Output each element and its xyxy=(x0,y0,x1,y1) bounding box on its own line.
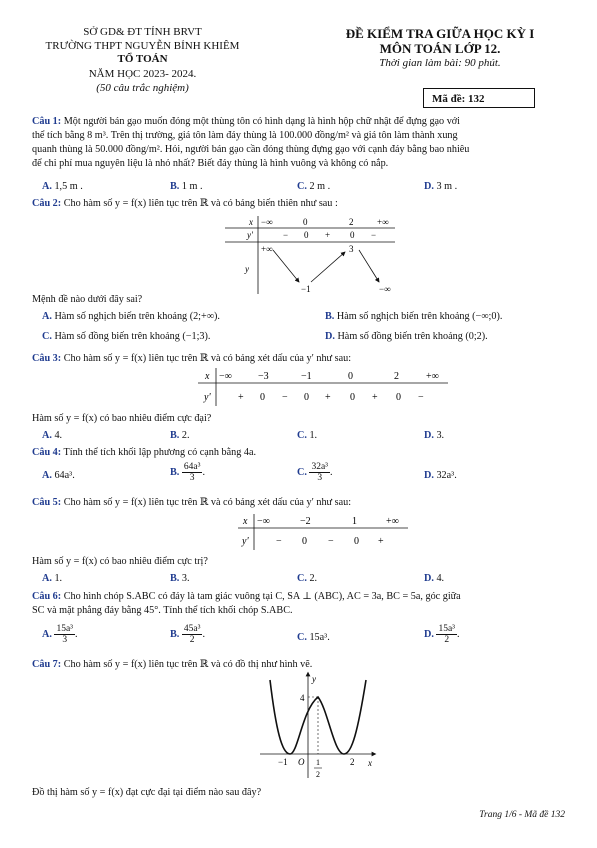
svg-text:2: 2 xyxy=(350,757,355,767)
exam-code-box: Mã đề: 132 xyxy=(423,88,535,108)
group-name: TỔ TOÁN xyxy=(117,53,168,65)
q2-x-posinf: +∞ xyxy=(377,217,389,227)
q4-option-d[interactable]: D. 32a³. xyxy=(424,470,457,481)
q6-option-b[interactable]: B. $\frac{\text{45a³}}{2}$ . xyxy=(170,624,206,645)
svg-text:1: 1 xyxy=(316,758,320,767)
question-3 xyxy=(32,352,572,366)
q1-label: Câu 1: xyxy=(32,116,62,127)
q2-y-top-left: +∞ xyxy=(261,244,273,254)
svg-text:x: x xyxy=(368,758,372,768)
svg-text:1: 1 xyxy=(352,516,357,527)
q4-option-c[interactable]: C. $\frac{\text{32a³}}{3}$ . xyxy=(297,462,333,483)
time-limit: Thời gian làm bài: 90 phút. xyxy=(379,57,501,69)
svg-text:+∞: +∞ xyxy=(386,516,399,527)
q2-y-bot-mid: −1 xyxy=(301,284,311,294)
page-footer: Trang 1/6 - Mã đề 132 xyxy=(479,810,565,820)
q2-option-c[interactable]: C. Hàm số đồng biến trên khoảng (−1;3). xyxy=(42,331,211,342)
dept-name: SỞ GD& ĐT TỈNH BRVT xyxy=(83,26,202,38)
q2-yp-4: 0 xyxy=(350,230,355,240)
svg-text:+: + xyxy=(238,392,244,403)
svg-text:4: 4 xyxy=(300,693,305,703)
svg-text:−: − xyxy=(276,536,282,547)
q3-option-d[interactable]: D. 3. xyxy=(424,430,445,441)
q1-text-4: để chi phí mua nguyên liệu là nhỏ nhất? Biết đáy thùng là hình vuông và không có nắp. xyxy=(32,158,389,169)
q6-option-c[interactable]: C. 15a³. xyxy=(297,632,330,643)
q2-y-top-mid: 3 xyxy=(349,244,354,254)
svg-text:2: 2 xyxy=(394,371,399,382)
q2-option-d[interactable]: D. Hàm số đồng biến trên khoảng (0;2). xyxy=(325,331,488,342)
q2-x-2: 2 xyxy=(349,217,354,227)
q5-option-c[interactable]: C. 2. xyxy=(297,573,318,584)
svg-text:−3: −3 xyxy=(258,371,269,382)
q2-x-0: 0 xyxy=(303,217,308,227)
q1-option-b[interactable]: B. 1 m . xyxy=(170,181,203,192)
q2-yp-3: + xyxy=(325,230,331,240)
q6-option-d[interactable]: D. $\frac{\text{15a³}}{2}$ . xyxy=(424,624,460,645)
q2-yp-2: 0 xyxy=(304,230,309,240)
q7-question: Đồ thị hàm số y = f(x) đạt cực đại tại điểm nào sau đây? xyxy=(32,787,262,798)
svg-text:0: 0 xyxy=(304,392,309,403)
svg-text:y': y' xyxy=(242,536,249,547)
svg-text:0: 0 xyxy=(354,536,359,547)
svg-text:−1: −1 xyxy=(301,371,312,382)
q3-sign-table xyxy=(198,366,448,408)
q2-question: Mệnh đề nào dưới đây sai? xyxy=(32,294,143,305)
svg-text:+∞: +∞ xyxy=(426,371,439,382)
q6-option-a[interactable]: A. $\frac{\text{15a³}}{3}$ . xyxy=(42,624,78,645)
question-2 xyxy=(32,197,572,211)
q2-option-b[interactable]: B. Hàm số nghịch biến trên khoảng (−∞;0). xyxy=(325,311,503,322)
svg-text:0: 0 xyxy=(396,392,401,403)
svg-text:−1: −1 xyxy=(278,757,288,767)
svg-text:x: x xyxy=(205,371,210,382)
q6-text-2: SC và mặt phẳng đáy bằng 45°. Tính thể tích khối chóp S.ABC. xyxy=(32,605,293,616)
svg-text:−: − xyxy=(282,392,288,403)
q7-label: Câu 7: xyxy=(32,659,62,670)
q2-text: Cho hàm số y = f(x) liên tục trên ℝ và có bảng biến thiên như sau : xyxy=(61,198,338,209)
subject-title: MÔN TOÁN LỚP 12. xyxy=(379,41,501,56)
svg-text:O: O xyxy=(298,757,305,767)
q1-text-2: thể tích bằng 8 m³. Trên thị trường, giá tôn làm đáy thùng là 100.000 đồng/m² và giá tôn làm thành xung xyxy=(32,130,458,141)
question-5 xyxy=(32,496,572,510)
q4-option-a[interactable]: A. 64a³. xyxy=(42,470,75,481)
question-1 xyxy=(32,115,572,171)
q3-option-a[interactable]: A. 4. xyxy=(42,430,63,441)
exam-title: ĐỀ KIỂM TRA GIỮA HỌC KỲ I xyxy=(345,26,535,41)
svg-text:0: 0 xyxy=(260,392,265,403)
q2-x-neginf: −∞ xyxy=(261,217,273,227)
question-4 xyxy=(32,446,572,460)
q2-yp-label: y' xyxy=(247,230,253,240)
question-6 xyxy=(32,590,577,618)
q7-text: Cho hàm số y = f(x) liên tục trên ℝ và có đồ thị như hình vẽ. xyxy=(61,659,313,670)
svg-text:−∞: −∞ xyxy=(257,516,270,527)
q5-option-d[interactable]: D. 4. xyxy=(424,573,445,584)
q6-label: Câu 6: xyxy=(32,591,62,602)
q7-graph xyxy=(258,670,378,782)
q3-text: Cho hàm số y = f(x) liên tục trên ℝ và có bảng xét dấu của y′ như sau: xyxy=(61,353,352,364)
question-count: (50 câu trắc nghiệm) xyxy=(96,82,189,94)
q3-label: Câu 3: xyxy=(32,353,62,364)
q1-text-1: Một người bán gạo muốn đóng một thùng tôn có hình dạng là hình hộp chữ nhật để đựng gạo với xyxy=(61,116,461,127)
svg-text:−∞: −∞ xyxy=(219,371,232,382)
q1-option-a[interactable]: A. 1,5 m . xyxy=(42,181,83,192)
q3-option-b[interactable]: B. 2. xyxy=(170,430,190,441)
q2-variation-table xyxy=(225,214,395,296)
school-year: NĂM HỌC 2023- 2024. xyxy=(88,68,197,80)
q5-option-a[interactable]: A. 1. xyxy=(42,573,63,584)
q3-question: Hàm số y = f(x) có bao nhiêu điểm cực đại? xyxy=(32,413,212,424)
q2-option-a[interactable]: A. Hàm số nghịch biến trên khoảng (2;+∞). xyxy=(42,311,220,322)
school-name: TRƯỜNG THPT NGUYỄN BỈNH KHIÊM xyxy=(45,40,240,52)
q2-yp-1: − xyxy=(283,230,289,240)
q4-text: Tính thể tích khối lập phương có cạnh bằng 4a. xyxy=(61,447,257,458)
svg-text:+: + xyxy=(325,392,331,403)
svg-text:0: 0 xyxy=(348,371,353,382)
q5-text: Cho hàm số y = f(x) liên tục trên ℝ và có bảng xét dấu của y′ như sau: xyxy=(61,497,352,508)
q1-option-c[interactable]: C. 2 m . xyxy=(297,181,331,192)
q4-option-b[interactable]: B. $\frac{\text{64a³}}{3}$ . xyxy=(170,462,206,483)
q5-sign-table xyxy=(238,512,408,552)
q2-y-label: y xyxy=(245,264,249,274)
svg-text:−: − xyxy=(328,536,334,547)
svg-text:+: + xyxy=(378,536,384,547)
svg-text:y: y xyxy=(312,674,316,684)
q5-label: Câu 5: xyxy=(32,497,62,508)
svg-text:0: 0 xyxy=(302,536,307,547)
q1-option-d[interactable]: D. 3 m . xyxy=(424,181,458,192)
q2-x-label: x xyxy=(249,217,253,227)
q5-option-b[interactable]: B. 3. xyxy=(170,573,190,584)
q6-text-1: Cho hình chóp S.ABC có đáy là tam giác vuông tại C, SA ⊥ (ABC), AC = 3a, BC = 5a, góc giữa xyxy=(61,591,461,602)
q4-label: Câu 4: xyxy=(32,447,62,458)
svg-text:x: x xyxy=(243,516,248,527)
svg-text:+: + xyxy=(372,392,378,403)
svg-text:2: 2 xyxy=(316,770,320,779)
svg-text:−2: −2 xyxy=(300,516,311,527)
q5-question: Hàm số y = f(x) có bao nhiêu điểm cực trị? xyxy=(32,556,208,567)
q1-text-3: quanh thùng là 50.000 đồng/m². Hỏi, người bán gạo cần đóng thùng đựng gạo với cạnh đáy bằng bao nhiêu xyxy=(32,144,470,155)
svg-text:y': y' xyxy=(204,392,211,403)
q2-yp-5: − xyxy=(371,230,377,240)
q3-option-c[interactable]: C. 1. xyxy=(297,430,318,441)
svg-text:−: − xyxy=(418,392,424,403)
q2-label: Câu 2: xyxy=(32,198,62,209)
q2-y-bot-right: −∞ xyxy=(379,284,391,294)
svg-text:0: 0 xyxy=(350,392,355,403)
